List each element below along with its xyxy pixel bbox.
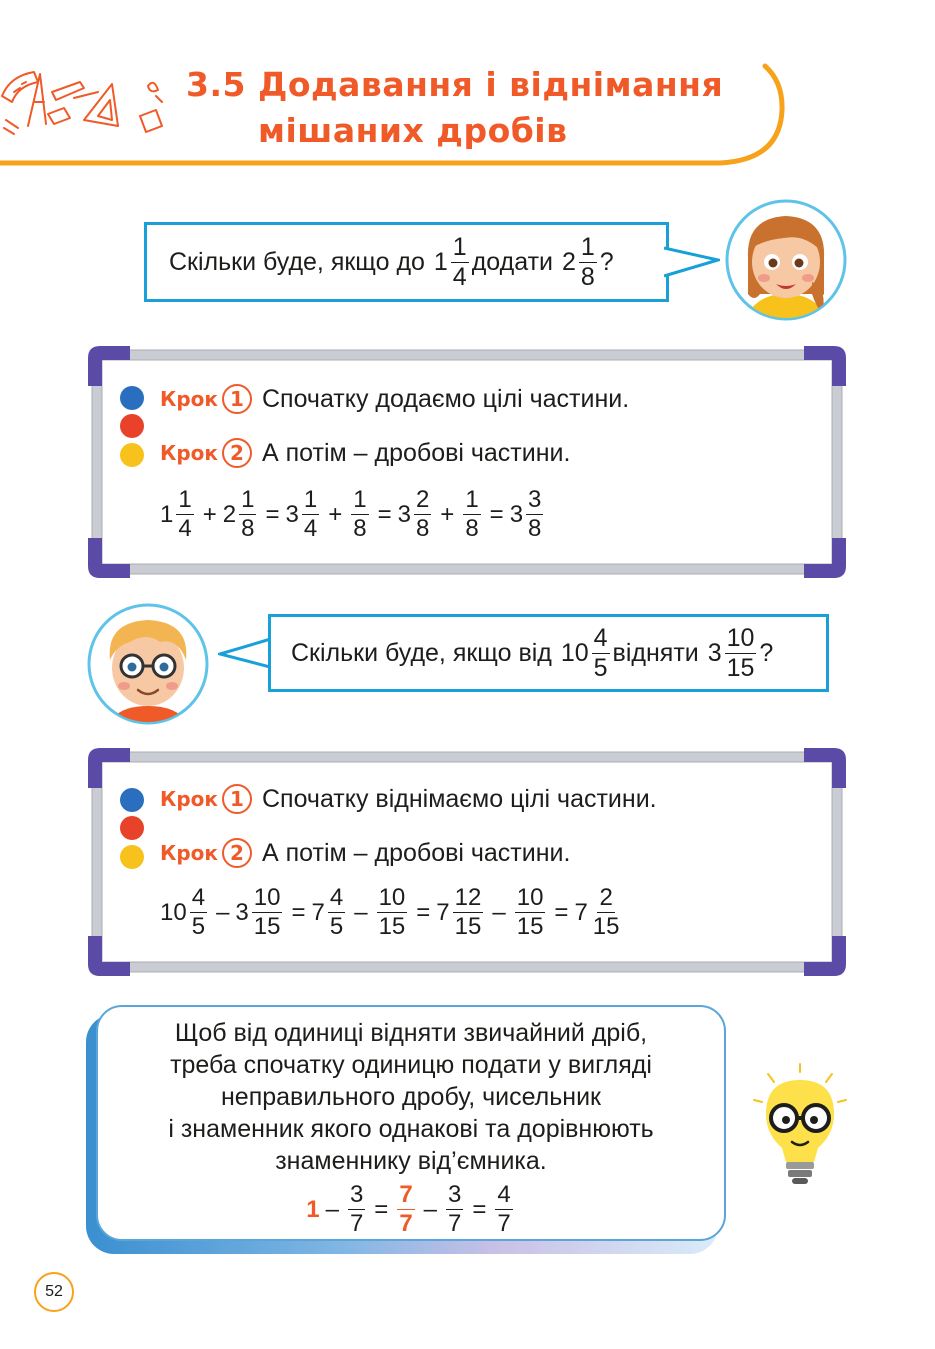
numerator: 4 [329,884,344,911]
numerator: 10 [378,884,406,911]
step-label: Крок [160,787,218,811]
numerator: 1 [452,232,467,261]
rule-line: неправильного дробу, чисельник [221,1083,601,1111]
step-text: Спочатку додаємо цілі частини. [261,384,630,413]
denominator: 5 [191,913,206,940]
operator: + [440,500,455,528]
boy-avatar-icon [86,602,210,726]
numerator: 1 [241,486,255,513]
numerator: 10 [253,884,281,911]
rule-line: Щоб від одиниці відняти звичайний дріб, [174,1019,648,1047]
bubble-tail [664,246,720,282]
whole: 3 [285,500,299,528]
fraction [725,623,757,682]
red-dot [120,816,144,840]
step-label: Крок [160,841,218,865]
step-1 [160,784,657,814]
one: 1 [306,1195,320,1223]
numerator: 2 [599,884,613,911]
fraction [176,488,193,541]
denominator: 8 [353,515,367,542]
denominator: 7 [448,1210,462,1237]
whole: 10 [160,898,187,926]
numerator: 1 [178,486,192,513]
operator: – [354,898,368,926]
operator: + [202,500,217,528]
denominator: 8 [415,515,430,542]
girl-avatar-icon [724,198,848,322]
fraction [348,1183,365,1236]
numerator: 4 [593,623,608,652]
numerator: 1 [353,486,367,513]
fraction [414,488,431,541]
denominator: 4 [178,515,192,542]
numerator: 1 [303,486,318,513]
denominator: 8 [241,515,255,542]
whole: 2 [222,500,237,528]
page-number: 52 [34,1272,74,1312]
whole: 3 [397,500,411,528]
whiteboard-subtraction [88,748,846,976]
numerator: 1 [580,232,595,261]
fraction [328,886,345,939]
numerator: 4 [497,1181,511,1208]
operator: – [216,898,230,926]
mixed-whole: 3 [707,638,722,667]
whole: 3 [235,898,249,926]
fraction [515,886,546,939]
numerator: 12 [454,884,482,911]
title-line-2: мішаних дробів [258,111,568,150]
lightbulb-glasses-icon [750,1062,850,1192]
denominator: 15 [378,913,406,940]
bubble-text: відняти [612,638,699,667]
step-label: Крок [160,441,218,465]
equals: = [265,500,280,528]
numerator: 2 [415,486,430,513]
fraction-highlighted [397,1183,414,1236]
equals: = [489,500,504,528]
numerator: 10 [726,623,755,652]
step-text: А потім – дробові частини. [261,438,571,467]
fraction [453,886,484,939]
addition-equation [160,488,546,541]
yellow-dot [120,845,144,869]
red-dot [120,414,144,438]
whole: 7 [436,898,450,926]
fraction [377,886,408,939]
blue-dot [120,788,144,812]
denominator: 15 [454,913,482,940]
denominator: 8 [580,262,595,291]
whole: 7 [574,898,588,926]
denominator: 15 [253,913,281,940]
bubble-text: Скільки буде, якщо від [291,638,552,667]
rule-equation [306,1183,516,1236]
yellow-dot [120,443,144,467]
fraction [579,232,597,291]
bubble-text: Скільки буде, якщо до [169,247,425,276]
denominator: 4 [303,515,318,542]
subtraction-equation [160,886,625,939]
step-2 [160,438,570,468]
numerator: 3 [528,486,542,513]
operator: – [492,898,506,926]
step-number: 1 [222,384,252,414]
denominator: 7 [399,1210,413,1237]
step-text: Спочатку віднімаємо цілі частини. [261,784,657,813]
equals: = [472,1195,487,1223]
step-number: 2 [222,838,252,868]
fraction [252,886,283,939]
step-number: 2 [222,438,252,468]
operator: – [325,1195,339,1223]
mixed-whole: 2 [561,247,576,276]
fraction [591,886,622,939]
numerator: 3 [349,1181,364,1208]
school-tools-doodle-icon [0,62,170,142]
equals: = [416,898,431,926]
step-number: 1 [222,784,252,814]
rule-line: знаменнику від’ємника. [275,1147,547,1175]
title-line-1: 3.5 Додавання і віднімання [186,65,724,104]
equals: = [554,898,569,926]
blue-dot [120,386,144,410]
denominator: 15 [726,653,755,682]
fraction [446,1183,463,1236]
fraction [190,886,207,939]
rule-line: треба спочатку одиницю подати у вигляді [170,1051,652,1079]
speech-bubble-question-1 [144,222,669,302]
fraction [592,623,610,682]
operator: + [328,500,343,528]
denominator: 5 [329,913,344,940]
denominator: 8 [528,515,542,542]
rule-line: і знаменник якого однакові та дорівнюють [168,1115,654,1143]
denominator: 15 [516,913,544,940]
whole: 7 [311,898,325,926]
question-mark: ? [599,247,614,276]
step-label: Крок [160,387,218,411]
equals: = [377,500,392,528]
bubble-tail [218,636,274,672]
numerator: 1 [465,486,479,513]
whole: 3 [509,500,524,528]
numerator: 7 [399,1181,413,1208]
equals: = [374,1195,389,1223]
denominator: 4 [452,262,467,291]
denominator: 7 [349,1210,364,1237]
numerator: 10 [516,884,544,911]
mixed-whole: 1 [433,247,448,276]
fraction [526,488,543,541]
operator: – [423,1195,438,1223]
denominator: 7 [497,1210,511,1237]
numerator: 4 [191,884,206,911]
question-mark: ? [759,638,774,667]
numerator: 3 [448,1181,462,1208]
step-2 [160,838,570,868]
equals: = [291,898,306,926]
whole: 1 [160,500,174,528]
whiteboard-addition [88,346,846,578]
bubble-text: додати [471,247,554,276]
denominator: 5 [593,653,608,682]
fraction [451,232,469,291]
fraction [302,488,319,541]
fraction [239,488,256,541]
mixed-whole: 10 [560,638,589,667]
denominator: 8 [465,515,479,542]
step-1 [160,384,629,414]
step-text: А потім – дробові частини. [261,838,571,867]
page-title [186,62,776,154]
denominator: 15 [592,913,620,940]
rule-box [96,1005,726,1241]
speech-bubble-question-2 [268,614,829,692]
fraction [495,1183,512,1236]
fraction [351,488,368,541]
fraction [463,488,480,541]
